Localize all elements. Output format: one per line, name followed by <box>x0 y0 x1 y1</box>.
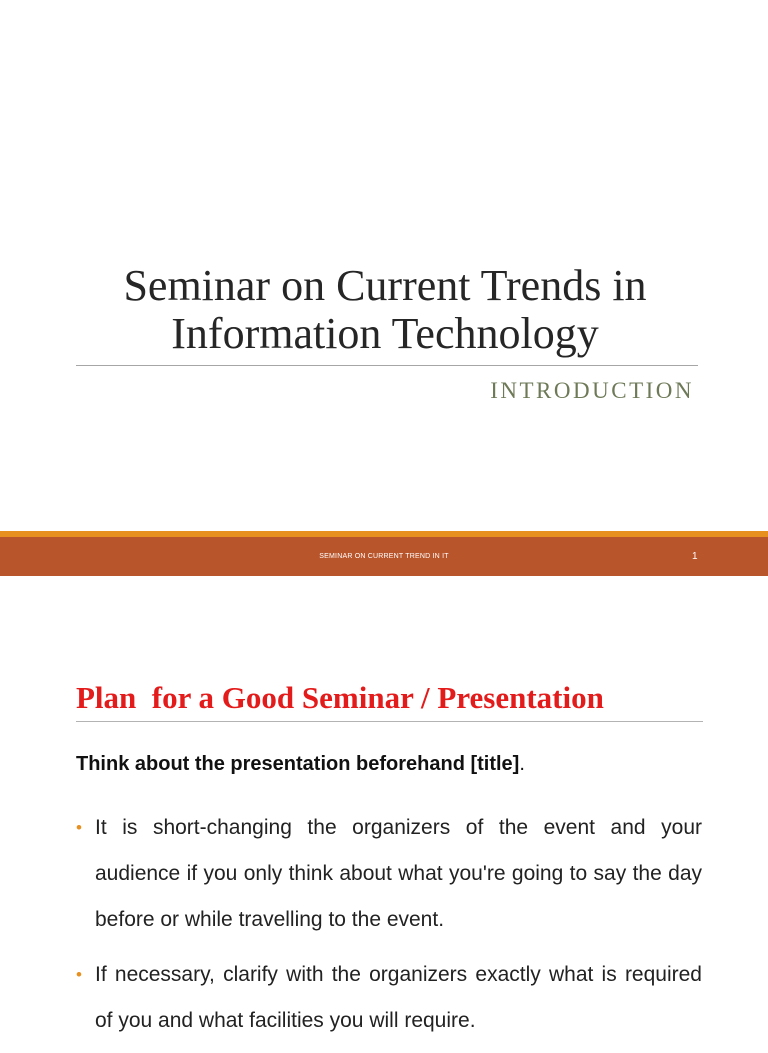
slide-title-line-1: Seminar on Current Trends in <box>123 261 647 310</box>
footer-text: SEMINAR ON CURRENT TREND IN IT <box>319 553 449 560</box>
slide-2-title: Plan for a Good Seminar / Presentation <box>76 680 604 715</box>
bullet-item <box>76 952 702 1044</box>
slide-2 <box>0 576 768 1032</box>
bullet-item <box>76 805 702 943</box>
slide-2-heading <box>76 753 525 776</box>
title-divider <box>76 365 698 366</box>
bullet-text: If necessary, clarify with the organizers exactly what is required of you and what facilities you will require. <box>95 963 702 1032</box>
bullet-dot-icon: • <box>76 965 82 984</box>
page-number: 1 <box>692 551 698 562</box>
bullet-text: It is short-changing the organizers of the event and your audience if you only think about what you're going to say the day before or while travelling to the event. <box>95 816 702 931</box>
slide-subtitle: INTRODUCTION <box>490 378 694 403</box>
bullet-dot-icon: • <box>76 818 82 837</box>
slide-title-line-2: Information Technology <box>171 309 599 358</box>
slide-title <box>60 262 710 358</box>
bullet-list <box>76 805 702 1053</box>
slide-2-heading-tail: . <box>519 753 525 775</box>
slide-2-title-divider <box>76 721 703 722</box>
slide-2-heading-bold: Think about the presentation beforehand [title] <box>76 753 520 775</box>
